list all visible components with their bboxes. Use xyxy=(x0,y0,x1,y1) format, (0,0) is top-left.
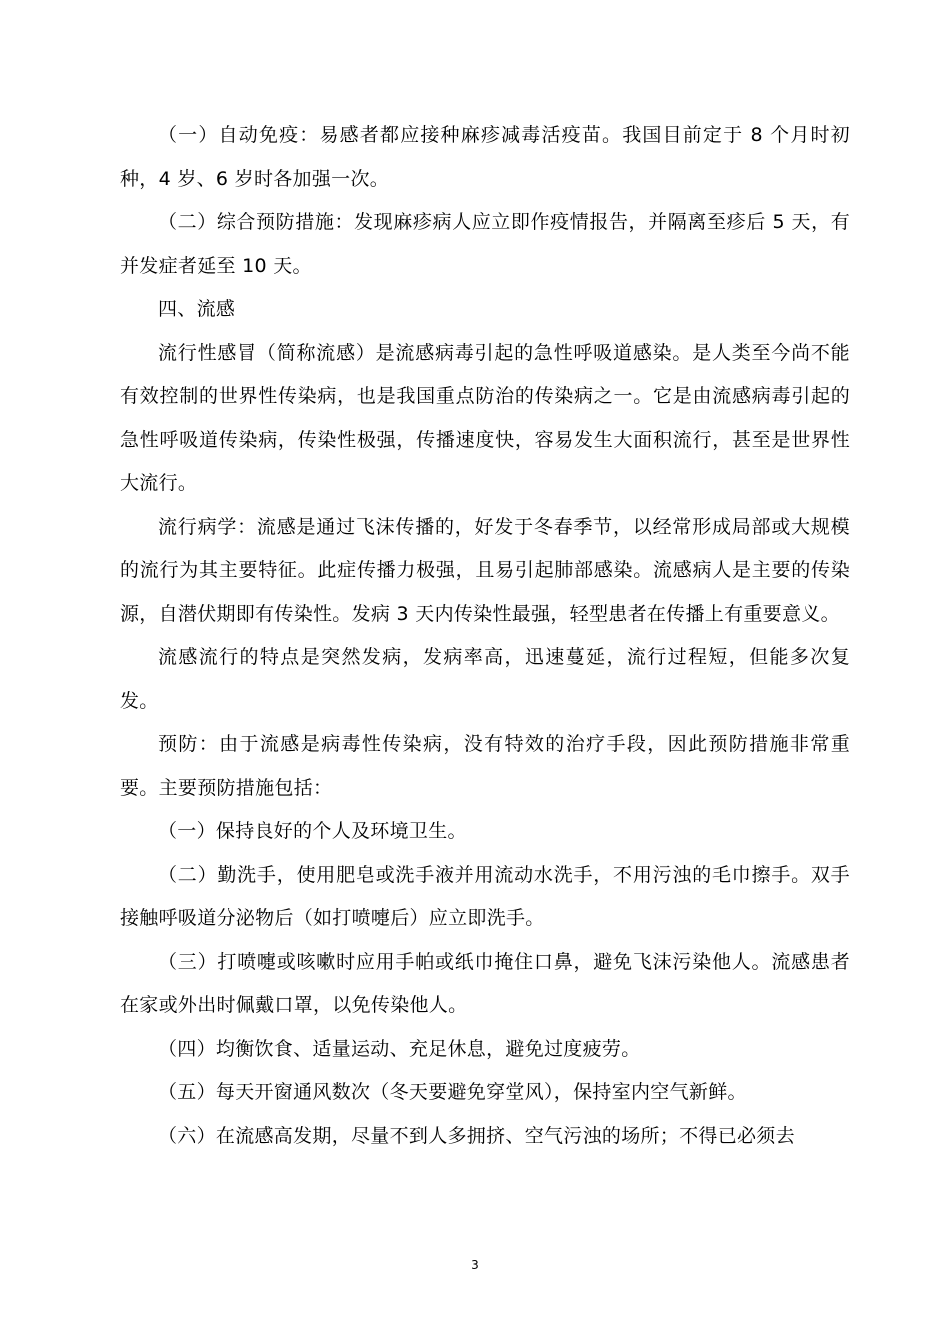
section-heading-influenza: 四、流感 xyxy=(158,298,236,320)
list-item-avoid-crowds: （六）在流感高发期，尽量不到人多拥挤、空气污浊的场所；不得已必须去 xyxy=(158,1124,795,1147)
list-item-ventilation: （五）每天开窗通风数次（冬天要避免穿堂风），保持室内空气新鲜。 xyxy=(158,1081,747,1103)
paragraph-influenza-intro: 流行性感冒（简称流感）是流感病毒引起的急性呼吸道感染。是人类至今尚不能有效控制的世界性传染病，也是我国重点防治的传染病之一。它是由流感病毒引起的急性呼吸道传染病，传染性极强，传播速度快，容易发生大面积流行，甚至是世界性大流行。 xyxy=(120,341,850,494)
list-item-hygiene: （一）保持良好的个人及环境卫生。 xyxy=(158,820,467,842)
list-item-diet-exercise: （四）均衡饮食、适量运动、充足休息，避免过度疲劳。 xyxy=(158,1037,641,1060)
paragraph-measles-prevention-measures: （二）综合预防措施：发现麻疹病人应立即作疫情报告，并隔离至疹后 5 天，有并发症者延至 10 天。 xyxy=(120,211,850,277)
document-body xyxy=(120,114,850,1158)
page-number: 3 xyxy=(471,1258,479,1272)
paragraph-influenza-characteristics: 流感流行的特点是突然发病，发病率高，迅速蔓延，流行过程短，但能多次复发。 xyxy=(120,646,850,712)
paragraph-influenza-prevention-intro: 预防：由于流感是病毒性传染病，没有特效的治疗手段，因此预防措施非常重要。主要预防措施包括： xyxy=(120,733,850,799)
paragraph-measles-active-immunization: （一）自动免疫：易感者都应接种麻疹减毒活疫苗。我国目前定于 8 个月时初种，4 岁、6 岁时各加强一次。 xyxy=(120,124,850,190)
paragraph-influenza-epidemiology: 流行病学：流感是通过飞沫传播的，好发于冬春季节，以经常形成局部或大规模的流行为其主要特征。此症传播力极强，且易引起肺部感染。流感病人是主要的传染源，自潜伏期即有传染性。发病 3 天内传染性最强，轻型患者在传播上有重要意义。 xyxy=(120,515,850,625)
list-item-hand-washing: （二）勤洗手，使用肥皂或洗手液并用流动水洗手，不用污浊的毛巾擦手。双手接触呼吸道分泌物后（如打喷嚏后）应立即洗手。 xyxy=(120,863,850,929)
list-item-cover-sneeze: （三）打喷嚏或咳嗽时应用手帕或纸巾掩住口鼻，避免飞沫污染他人。流感患者在家或外出时佩戴口罩，以免传染他人。 xyxy=(120,950,850,1016)
